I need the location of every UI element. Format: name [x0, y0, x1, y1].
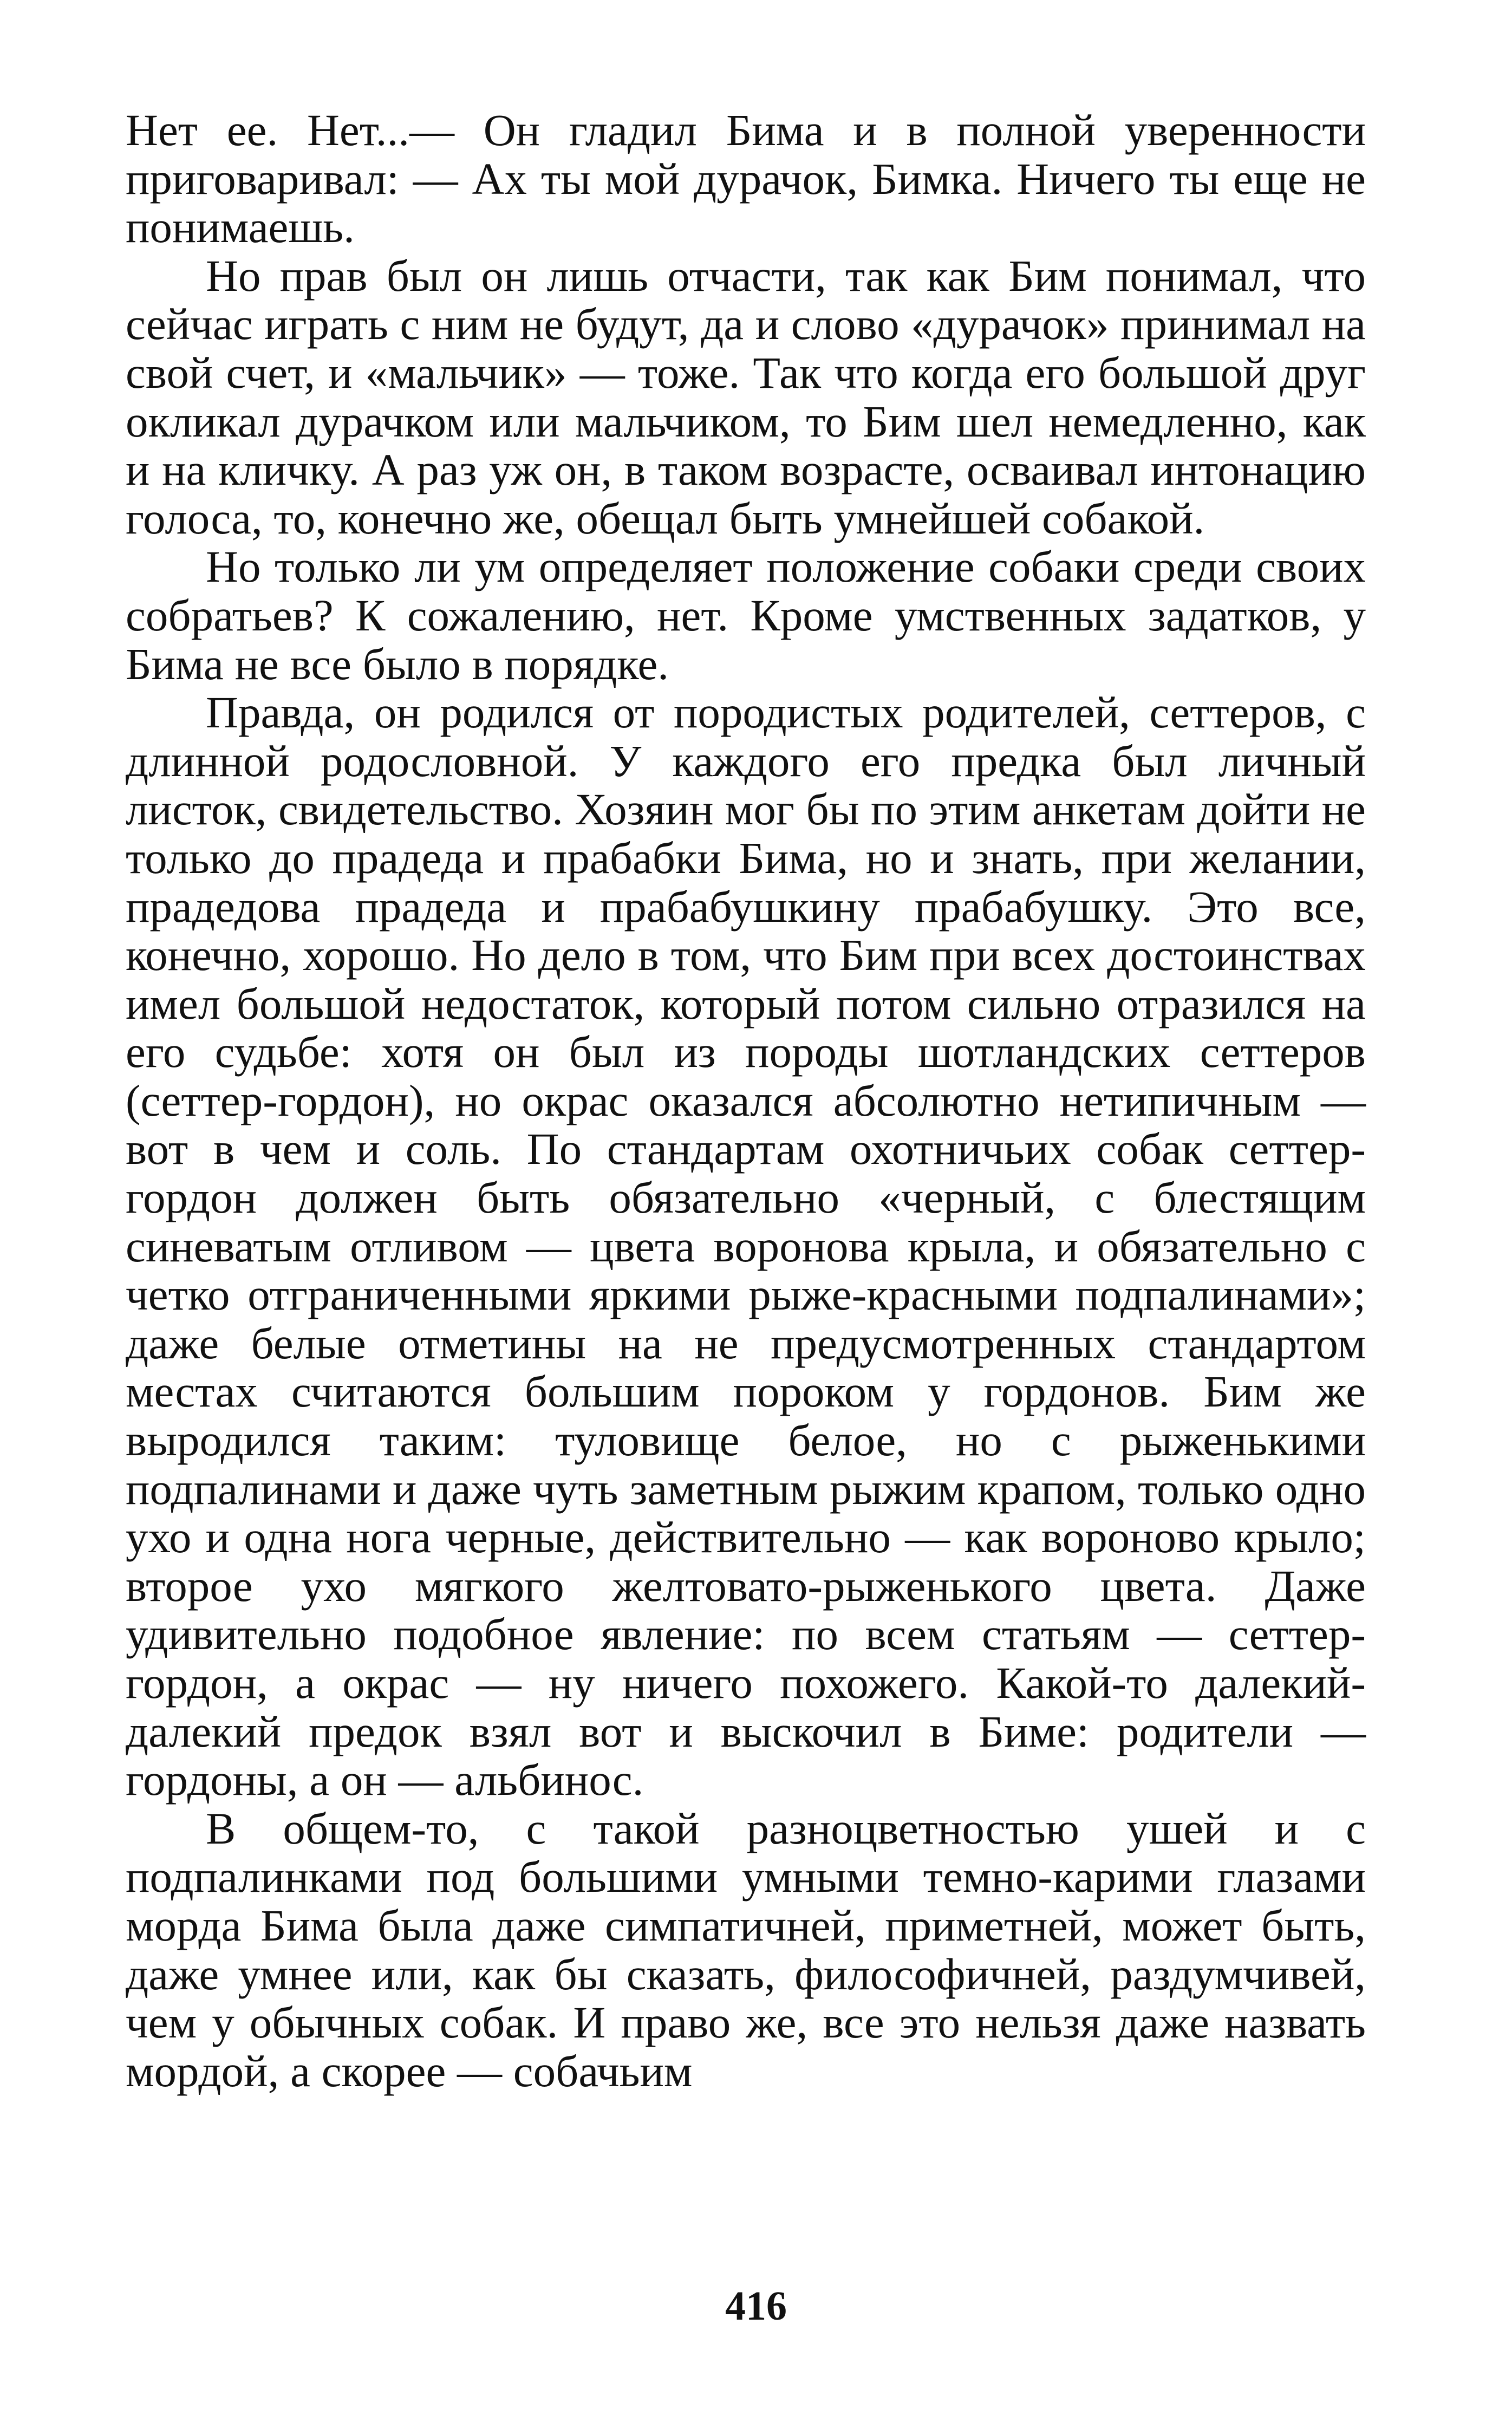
paragraph-3: Но только ли ум определяет положение собаки среди своих собратьев? К сожалению, нет. Кроме умственных задатков, у Бима не все было в порядке.: [126, 542, 1366, 689]
page-number: 416: [725, 2283, 787, 2329]
paragraph-2: Но прав был он лишь отчасти, так как Бим понимал, что сейчас играть с ним не будут, да и слово «дурачок» принимал на свой счет, и «мальчик» — тоже. Так что когда его большой друг окликал дурачком или мальчиком, то Бим шел немедленно, как и на кличку. А раз уж он, в таком возрасте, осваивал интонацию голоса, то, конечно же, обещал быть умнейшей собакой.: [126, 250, 1366, 543]
paragraph-1: Нет ее. Нет...— Он гладил Бима и в полной уверенности приговаривал: — Ах ты мой дурачок, Бимка. Ничего ты еще не понимаешь.: [126, 105, 1366, 252]
body-text: [126, 106, 1366, 2095]
paragraph-4: Правда, он родился от породистых родителей, сеттеров, с длинной родословной. У каждого его предка был личный листок, свидетельство. Хозяин мог бы по этим анкетам дойти не только до прадеда и прабабки Бима, но и знать, при желании, прадедова прадеда и прабабушкину прабабушку. Это все, конечно, хорошо. Но дело в том, что Бим при всех достоинствах имел большой недостаток, который потом сильно отразился на его судьбе: хотя он был из породы шотландских сеттеров (сеттер-гордон), но окрас оказался абсолютно нетипичным — вот в чем и соль. По стандартам охотничьих собак сеттер-гордон должен быть обязательно «черный, с блестящим синеватым отливом — цвета воронова крыла, и обязательно с четко отграниченными яркими рыже-красными подпалинами»; даже белые отметины на не предусмотренных стандартом местах считаются большим пороком у гордонов. Бим же выродился таким: туловище белое, но с рыженькими подпалинами и даже чуть заметным рыжим крапом, только одно ухо и одна нога черные, действительно — как вороново крыло; второе ухо мягкого желтовато-рыженького цвета. Даже удивительно подобное явление: по всем статьям — сеттер-гордон, а окрас — ну ничего похожего. Какой-то далекий-далекий предок взял вот и выскочил в Биме: родители — гордоны, а он — альбинос.: [126, 687, 1366, 1805]
paragraph-5: В общем-то, с такой разноцветностью ушей и с подпалинками под большими умными темно-карими глазами морда Бима была даже симпатичней, приметней, может быть, даже умнее или, как бы сказать, философичней, раздумчивей, чем у обычных собак. И право же, все это нельзя даже назвать мордой, а скорее — собачьим: [126, 1803, 1366, 2096]
